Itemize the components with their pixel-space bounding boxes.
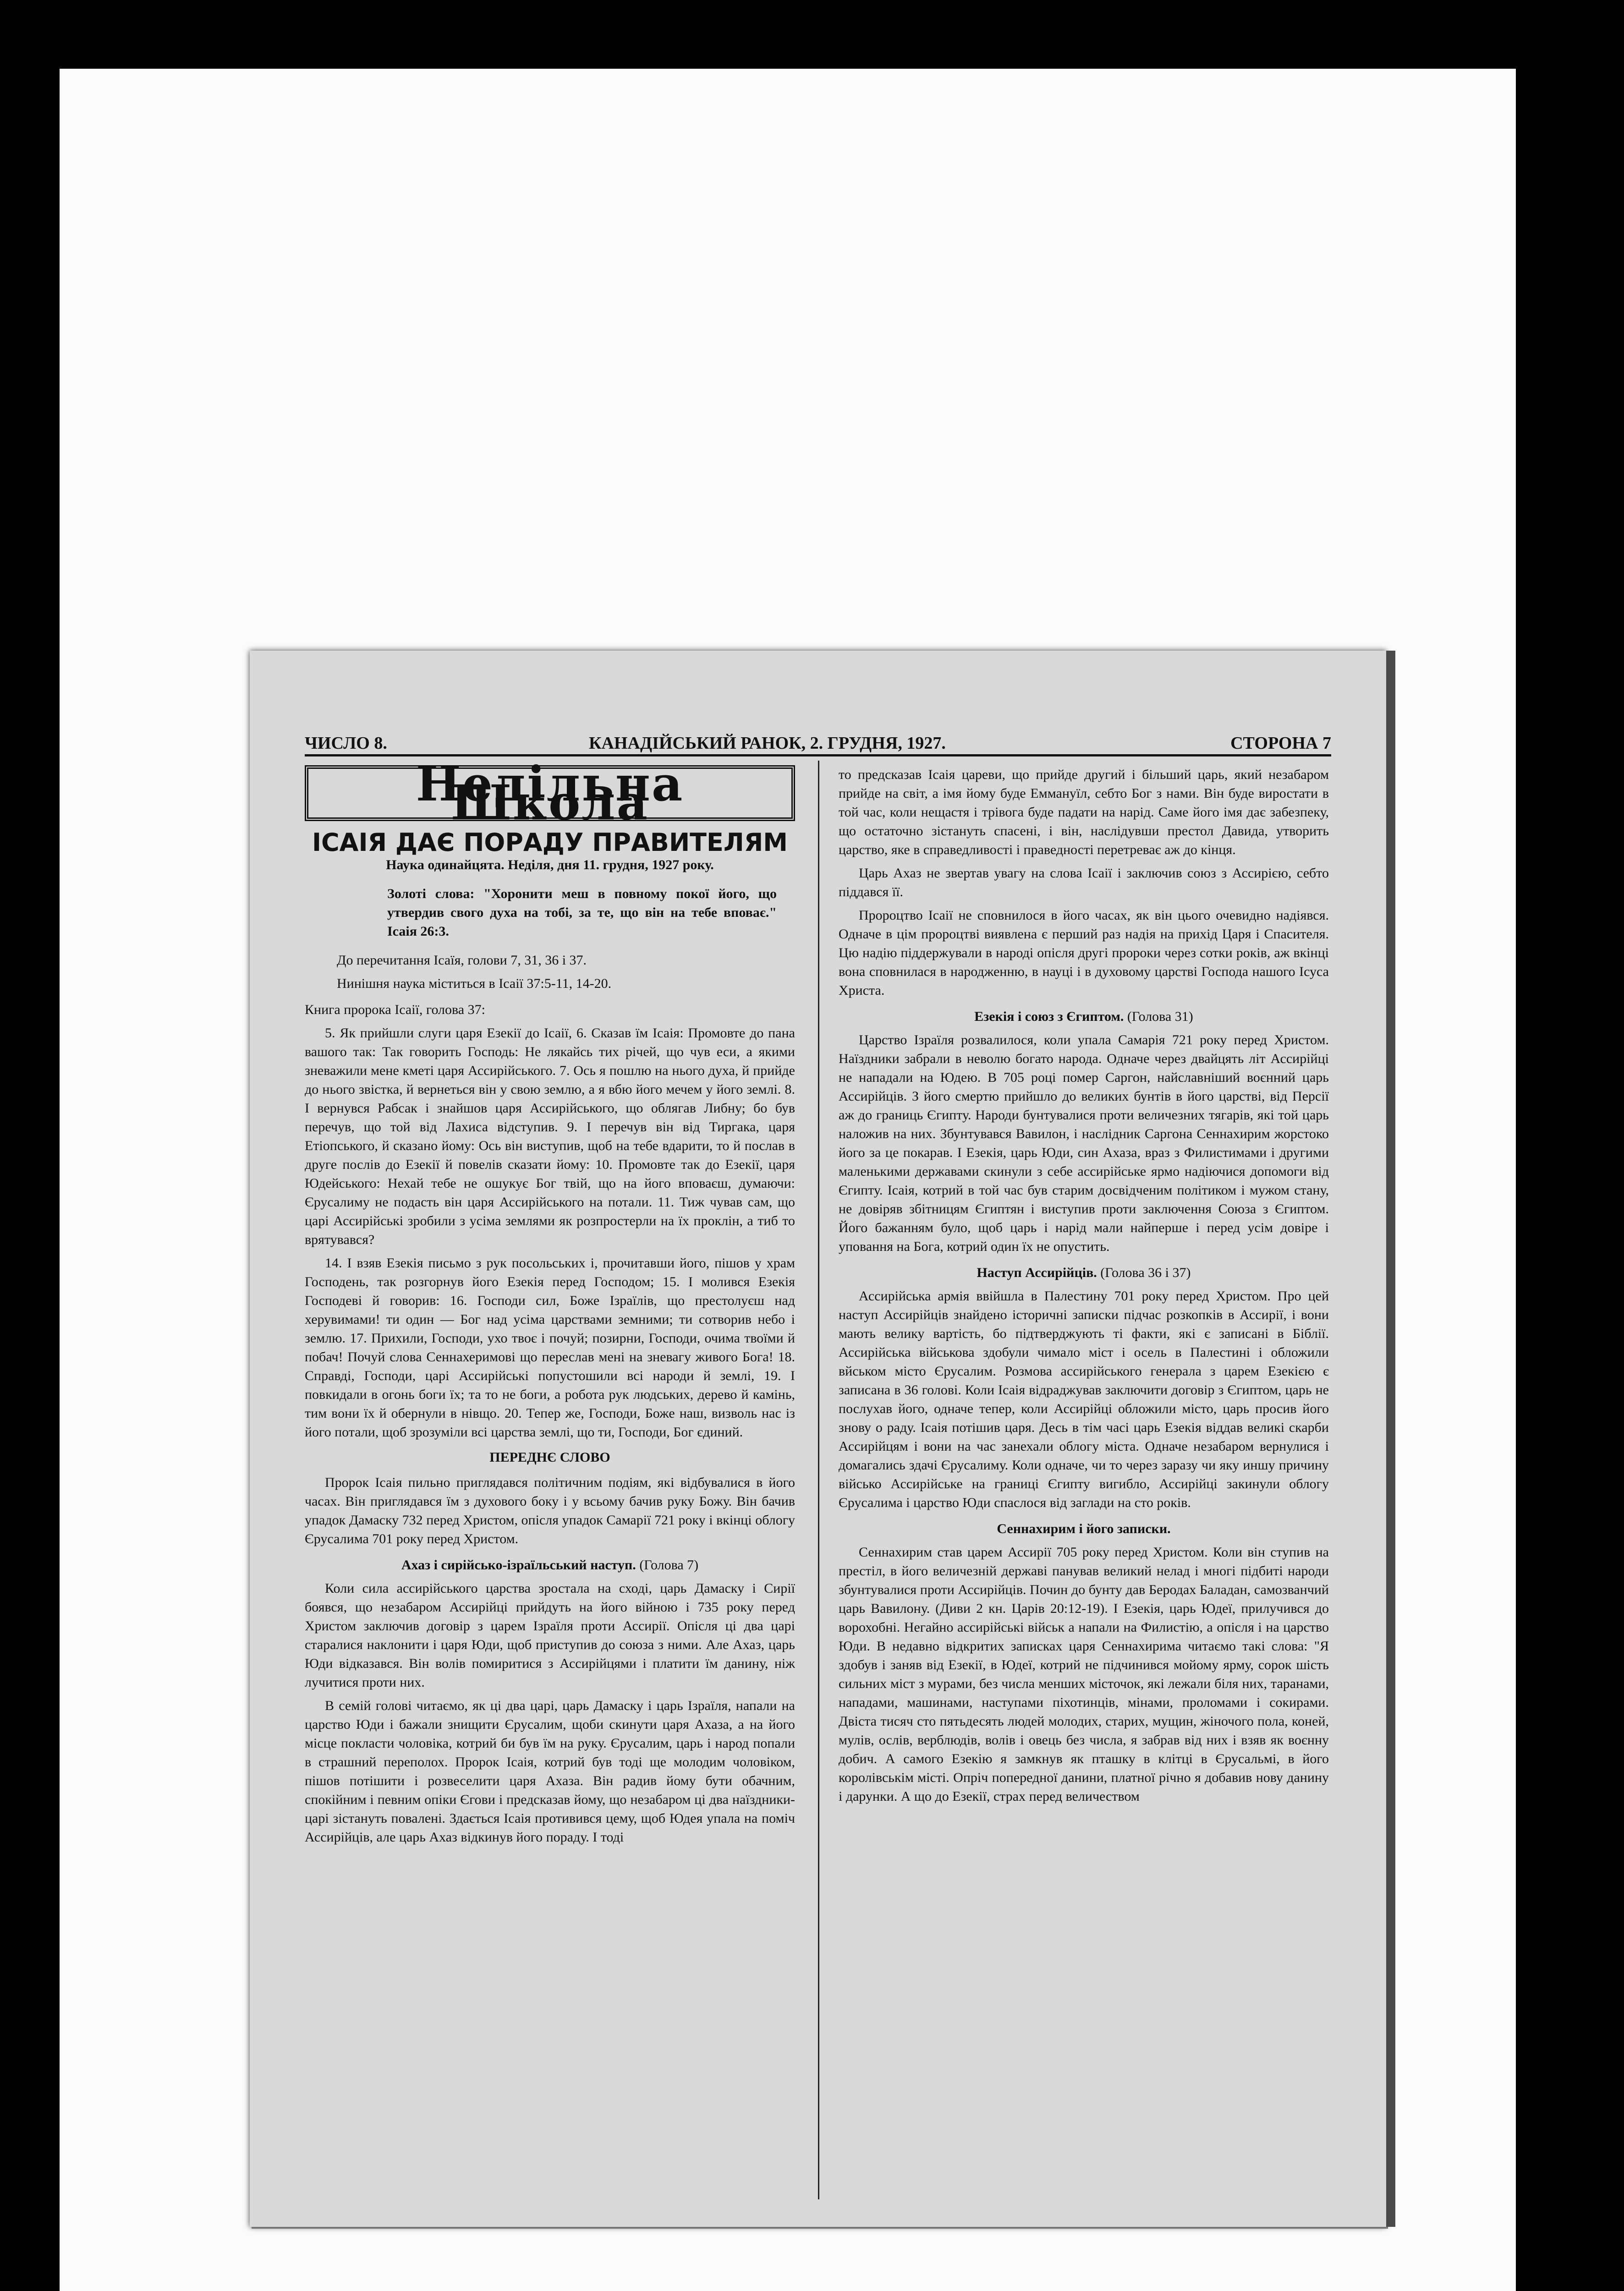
body-paragraph: Пророцтво Ісаії не сповнилося в його часах, як він цього очевидно надіявся. Одначе в цім пророцтві виявлена є перший раз надія на прихід Царя і Спасителя. Цю надію піддержували в народі опісля другі пророки через сотки років, аж вкінці вона сповнилася в народженню, в науці і в духовому царстві Господа нашого Ісуса Христа. [839, 908, 1329, 998]
page-content [305, 733, 1331, 2199]
newspaper-page [250, 651, 1386, 2227]
book-reference: Книга пророка Ісаії, голова 37: [305, 1002, 485, 1017]
section-reference: (Голова 31) [1127, 1009, 1193, 1024]
body-paragraph: то предсказав Ісаія цареви, що прийде другий і більший царь, який незабаром прийде на світ, а імя йому буде Еммануїл, себто Бог з нами. Він буде виростати в той час, коли нещастя і трівога буде падати на нарід. Саме його імя дає забезпеку, що остаточно зістануть спасені, і він, наслідувши престол Давида, утворить царство, яке в справедливості і праведності перетреває аж до кінця. [839, 767, 1329, 857]
body-paragraph: Царство Ізраїля розвалилося, коли упала Самарія 721 року перед Христом. Наїздники забрали в неволю богато народа. Одначе через двайцять літ Ассирійці не нападали на Юдею. В 705 році помер Саргон, найславніший воєнний царь Ассирійців. З його смертю прийшло до великих бунтів в його царстві, від Персії аж до границь Єгипту. Народи бунтувалися проти величезних тягарів, які той царь наложив на них. Збунтувався Вавилон, і наслідник Саргона Сеннахирим жорстоко його за це покарав. І Езекія, царь Юди, син Ахаза, враз з Филистимами і другими маленькими державами скинули з себе ассирійське ярмо надіючися допомоги від Єгипту. Ісаія, котрий в той час був старим досвідченим політиком і мужом стану, не довіряв збітницям Єгиптян і виступив проти заключення Союза з Єгиптом. Його бажанням було, щоб царь і нарід мали найперше і перед усім довіре і уповання на Бога, котрий один їх не опустить. [839, 1032, 1329, 1254]
scripture-paragraph: 5. Як прийшли слуги царя Езекії до Ісаії, 6. Сказав їм Ісаія: Промовте до пана вашого так: Так говорить Господь: Не лякайсь тих річей, що чув еси, а якими зневажили мене кметі царя Ассирійського. 7. Ось я пошлю на нього духа, й прийде до нього звістка, й вернеться він у свою землю, а я вбю його мечем у його землі. 8. І вернувся Рабсак і знайшов царя Ассирійського, що облягав Либну; бо був перечув, що той від Лахиса відступив. 9. І перечув він від Тиргака, царя Етіопського, й сказано йому: Ось він виступив, щоб на тебе вдарити, то й послав в друге послів до Езекії й повелів сказати йому: 10. Промовте так до Езекії, царя Юдейського: Нехай тебе не ошукує Бог твій, що на його вповаєш, думаючи: Єрусалиму не подасть він царя Ассирійського на потали. 11. Тиж чував сам, що царі Ассирійські зробили з усіма землями як розпростерли на їх проклін, а тиб то врятувався? [305, 1025, 795, 1247]
lesson-date: Наука одинайцята. Неділя, дня 11. грудня, 1927 року. [386, 857, 714, 872]
page-edge-shadow [1386, 651, 1395, 2227]
lesson-line: Нинішня наука міститься в Ісаії 37:5-11, 14-20. [337, 976, 612, 991]
column-divider [818, 761, 819, 2199]
body-paragraph: В семій голові читаємо, як ці два царі, царь Дамаску і царь Ізраїля, напали на царство Юди і бажали знищити Єрусалим, щоби скинути царя Ахаза, а на його місце покласти чоловіка, котрий би був їм на руку. Єрусалим, царь і народ попали в страшний переполох. Пророк Ісаія, котрий був тоді ще молодим чоловіком, пішов потішити і розвеселити царя Ахаза. Він радив йому бути обачним, спокійним і певним опіки Єгови і предсказав йому, що незабаром ці два наїздники-царі зістануть повалені. Здається Ісаія противився цему, щоб Юдея упала на поміч Ассирійців, але царь Ахаз відкинув його пораду. І тоді [305, 1698, 795, 1845]
section-heading-text: Езекія і союз з Єгиптом. [974, 1009, 1124, 1024]
section-heading: Сеннахирим і його записки. [997, 1521, 1171, 1536]
body-paragraph: Коли сила ассирійського царства зростала на сході, царь Дамаску і Сирії боявся, що незабаром Ассирійці прийдуть на його війною і 735 року перед Христом заключив договір з царем Ізраїля проти Ассирії. Опісля ці два царі старалися наклонити і царя Юди, щоб приступив до союза з ними. Але Ахаз, царь Юди відказався. Він волів помиритися з Ассирійцями і платити їм данину, ніж лучитися проти них. [305, 1581, 795, 1690]
section-heading [839, 1263, 1329, 1282]
scripture-paragraph: 14. І взяв Езекія письмо з рук посольських і, прочитавши його, пішов у храм Господень, так розгорнув його Езекія перед Господом; 15. І молився Езекія Господеві й говорив: 16. Господи сил, Боже Ізраїлів, що престолуєш над херувимами! ти один — Бог над усіма царствами земними; ти сотворив небо і землю. 17. Прихили, Господи, ухо твоє і почуй; позирни, Господи, очима твоїми й побач! Почуй слова Сеннахеримові що переслав мені на зневагу живого Бога! 18. Справді, Господи, царі Ассирійські попустошили всі народи й землі, 19. І повкидали в огонь боги їх; та то не боги, а робота рук людських, дерево й камінь, тим вони їх й обернули в нівщо. 20. Тепер же, Господи, Боже наш, визволь нас із його потали, щоб зрозуміли всі царства землі, що ти, Господи, Бог єдиний. [305, 1255, 795, 1440]
section-heading [839, 1007, 1329, 1026]
left-column [305, 756, 795, 1851]
foreword-paragraph: Пророк Ісаія пильно приглядався політичним подіям, які відбувалися в його часах. Він приглядався їм з духового боку і у всьому бачив руку Божу. Він бачив упадок Дамаску 732 перед Христом, опісля упадок Самарії 721 року і вкінці облогу Єрусалима 701 року перед Христом. [305, 1475, 795, 1546]
issue-number: ЧИСЛО 8. [305, 734, 387, 753]
page-header [305, 733, 1331, 756]
body-paragraph: Сеннахирим став царем Ассирії 705 року перед Христом. Коли він ступив на престіл, в його величезній державі панував великий нелад і многі підбиті народи збунтувалися проти Ассирійців. Почин до бунту дав Беродах Баладан, самозванчий царь Вавилону. (Диви 2 кн. Царів 20:12-19). І Езекія, царь Юдеї, прилучився до ворохобні. Негайно ассирійські військ а напали на Филистію, а опісля і на царство Юди. В недавно відкритих записках царя Сеннахирима читаємо такі слова: "Я здобув і заняв від Езекії, в Юдеї, котрий не підчинився мойому ярму, сорок шість сильних міст з мурами, без числа менших місточок, які лежали біля них, таранами, нападами, машинами, наступами піхотинців, мінами, проломами і сокирами. Двіста тисяч сто пятьдесять людей молодих, старих, мущин, жіночого пола, коней, мулів, ослів, верблюдів, волів і овець без числа, я забрав від них і взяв як воєнну добич. А самого Езекію я замкнув як пташку в клітці в Єрусальмі, в його королівськім місті. Опріч попередної данини, платної річно я добавив нову данину і дарунки. А що до Езекії, страх перед величеством [839, 1545, 1329, 1804]
page-number: СТОРОНА 7 [1230, 734, 1331, 753]
section-heading [305, 1556, 795, 1574]
lesson-headline: ІСАІЯ ДАЄ ПОРАДУ ПРАВИТЕЛЯМ [312, 828, 788, 857]
reading-line: До перечитання Ісаїя, голови 7, 31, 36 і 37. [337, 953, 587, 968]
section-reference: (Голова 36 і 37) [1100, 1265, 1191, 1280]
title-box [305, 756, 795, 831]
masthead: КАНАДІЙСЬКИЙ РАНОК, 2. ГРУДНЯ, 1927. [589, 734, 946, 753]
golden-words: Золоті слова: "Хоронити меш в повному покої його, що утвердив свого духа на тобі, за те, що він на тебе вповає." Ісаія 26:3. [387, 886, 777, 939]
section-title: Недільна Школа [416, 756, 684, 831]
foreword-heading: ПЕРЕДНЄ СЛОВО [489, 1450, 610, 1465]
right-column [839, 765, 1329, 1810]
body-paragraph: Царь Ахаз не звертав увагу на слова Ісаії і заключив союз з Ассирією, себто піддався її. [839, 866, 1329, 899]
section-reference: (Голова 7) [639, 1557, 699, 1573]
body-paragraph: Ассирійська армія ввійшла в Палестину 701 року перед Христом. Про цей наступ Ассирійців знайдено історичні записки підчас розкопків в Ассирії, і вони мають велику вартість, бо підтверджують ті факти, які є записані в Біблії. Ассирійська військова здобули чимало міст і осель в Палестині і обложили вйськом місто Єрусалим. Розмова ассирійського генерала з царем Езекією є записана в 36 голові. Коли Ісаія відраджував заключити договір з Єгиптом, царь не послухав його, одначе тепер, коли Ассирійці обложили місто, царь просив його знову о раду. Ісаія потішив царя. Десь в тім часі царь Езекія віддав великі скарби Ассирійцям і вони на час занехали облогу міста. Одначе незабаром вернулися і домагались здачі Єрусалиму. Коли одначе, чи то через заразу чи яку иншу причину військо Ассирійське на границі Єгипту вигибло, Ассирійці закинули облогу Єрусалима і царство Юди спаслося від заглади на сто років. [839, 1288, 1329, 1510]
section-heading-text: Ахаз і сирійсько-ізраїльський наступ. [401, 1557, 636, 1573]
section-heading-text: Наступ Ассирійців. [977, 1265, 1097, 1280]
